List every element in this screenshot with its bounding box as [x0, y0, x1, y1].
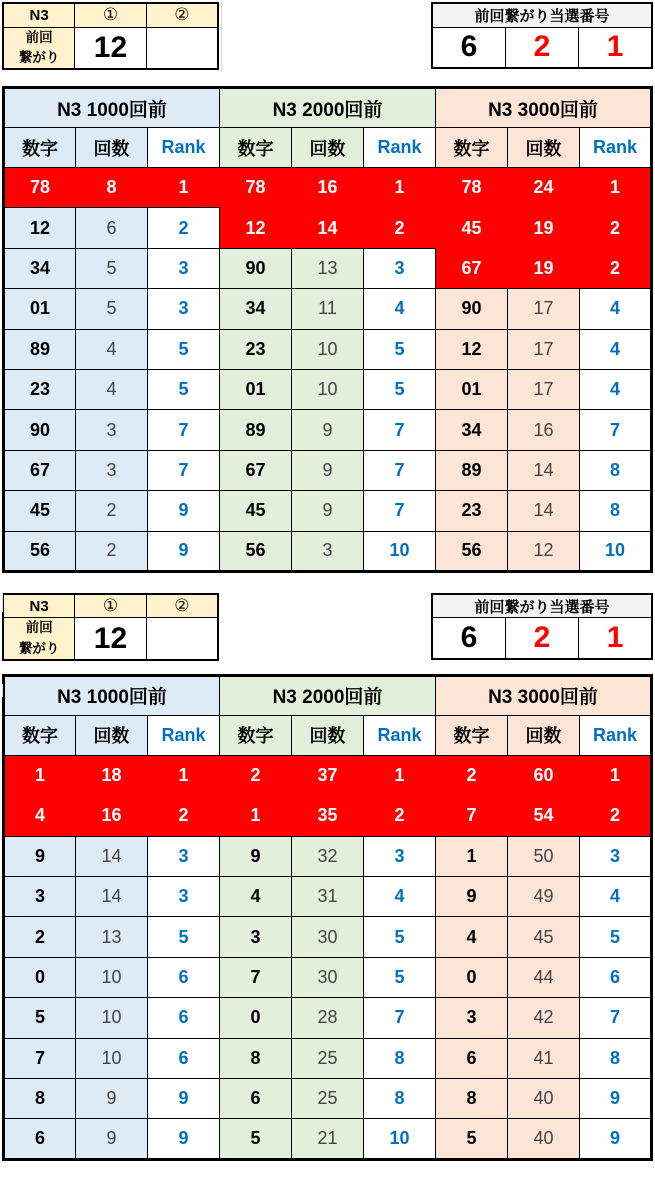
count-cell[interactable]: 2 — [76, 491, 148, 531]
rank-cell[interactable]: 9 — [148, 1079, 220, 1119]
number-cell[interactable]: 9 — [4, 836, 76, 876]
rank-cell[interactable]: 5 — [148, 917, 220, 957]
count-cell[interactable]: 3 — [292, 531, 364, 571]
number-cell[interactable]: 5 — [220, 1119, 292, 1159]
group-header[interactable]: N3 3000回前 — [436, 675, 652, 715]
rank-cell[interactable]: 9 — [148, 491, 220, 531]
group-header[interactable]: N3 2000回前 — [220, 88, 436, 128]
number-cell[interactable]: 3 — [436, 998, 508, 1038]
count-cell[interactable]: 9 — [76, 1079, 148, 1119]
count-cell[interactable]: 10 — [292, 329, 364, 369]
count-cell[interactable]: 50 — [508, 836, 580, 876]
label-line: 繋がり — [18, 640, 60, 656]
count-cell[interactable]: 16 — [292, 168, 364, 208]
count-cell[interactable]: 41 — [508, 1038, 580, 1078]
rank-cell[interactable]: 9 — [148, 1119, 220, 1159]
winning-number-2[interactable]: 2 — [505, 618, 578, 659]
count-cell[interactable]: 9 — [292, 450, 364, 490]
count-cell[interactable]: 31 — [292, 877, 364, 917]
winning-numbers-title[interactable]: 前回繋がり当選番号 — [432, 3, 652, 27]
top-row-1 — [0, 2, 655, 70]
col-header-count[interactable]: 回数 — [292, 128, 364, 168]
number-cell[interactable]: 1 — [436, 836, 508, 876]
rank-cell[interactable]: 1 — [580, 168, 652, 208]
number-cell[interactable]: 01 — [436, 369, 508, 409]
info-col1-label[interactable]: ① — [75, 3, 147, 27]
number-cell[interactable]: 34 — [436, 410, 508, 450]
count-cell[interactable]: 8 — [76, 168, 148, 208]
number-cell[interactable]: 2 — [436, 755, 508, 795]
count-cell[interactable]: 49 — [508, 877, 580, 917]
rank-cell[interactable]: 5 — [364, 369, 436, 409]
rank-cell[interactable]: 2 — [580, 796, 652, 836]
count-cell[interactable]: 14 — [508, 491, 580, 531]
group-header[interactable]: N3 1000回前 — [4, 88, 220, 128]
rank-cell[interactable]: 7 — [364, 491, 436, 531]
number-cell[interactable]: 01 — [4, 289, 76, 329]
frequency-table-1 — [2, 86, 653, 573]
number-cell[interactable]: 9 — [436, 877, 508, 917]
count-cell[interactable]: 10 — [76, 998, 148, 1038]
number-cell[interactable]: 0 — [220, 998, 292, 1038]
winning-number-3[interactable]: 1 — [579, 618, 652, 659]
number-cell[interactable]: 34 — [4, 248, 76, 288]
col-header-number[interactable]: 数字 — [4, 715, 76, 755]
col-header-rank[interactable]: Rank — [148, 128, 220, 168]
count-cell[interactable]: 18 — [76, 755, 148, 795]
rank-cell[interactable]: 2 — [148, 796, 220, 836]
rank-cell[interactable]: 8 — [364, 1079, 436, 1119]
group-header[interactable]: N3 2000回前 — [220, 675, 436, 715]
count-cell[interactable]: 14 — [508, 450, 580, 490]
count-cell[interactable]: 3 — [76, 450, 148, 490]
count-cell[interactable]: 60 — [508, 755, 580, 795]
col-header-count[interactable]: 回数 — [76, 128, 148, 168]
rank-cell[interactable]: 3 — [148, 877, 220, 917]
label-line: 繋がり — [18, 49, 60, 65]
rank-cell[interactable]: 6 — [148, 1038, 220, 1078]
info-corner-label[interactable]: N3 — [3, 594, 75, 618]
number-cell[interactable]: 3 — [4, 877, 76, 917]
count-cell[interactable]: 9 — [292, 491, 364, 531]
col-header-number[interactable]: 数字 — [220, 128, 292, 168]
prev-connection-label[interactable] — [3, 27, 75, 69]
number-cell[interactable]: 45 — [436, 208, 508, 248]
number-cell[interactable]: 12 — [436, 329, 508, 369]
prev-connection-table-1 — [2, 2, 219, 70]
number-cell[interactable]: 56 — [436, 531, 508, 571]
number-cell[interactable]: 7 — [220, 957, 292, 997]
count-cell[interactable]: 17 — [508, 329, 580, 369]
rank-cell[interactable]: 6 — [580, 957, 652, 997]
rank-cell[interactable]: 4 — [580, 877, 652, 917]
count-cell[interactable]: 45 — [508, 917, 580, 957]
number-cell[interactable]: 45 — [220, 491, 292, 531]
rank-cell[interactable]: 10 — [580, 531, 652, 571]
number-cell[interactable]: 23 — [220, 329, 292, 369]
count-cell[interactable]: 6 — [76, 208, 148, 248]
number-cell[interactable]: 0 — [436, 957, 508, 997]
rank-cell[interactable]: 3 — [148, 248, 220, 288]
count-cell[interactable]: 9 — [76, 1119, 148, 1159]
prev-connection-value-2[interactable] — [146, 27, 218, 69]
prev-connection-table-2 — [2, 593, 219, 661]
number-cell[interactable]: 45 — [4, 491, 76, 531]
prev-connection-value-1[interactable]: 12 — [75, 618, 147, 660]
count-cell[interactable]: 44 — [508, 957, 580, 997]
count-cell[interactable]: 13 — [76, 917, 148, 957]
rank-cell[interactable]: 5 — [580, 917, 652, 957]
rank-cell[interactable]: 4 — [580, 289, 652, 329]
rank-cell[interactable]: 8 — [580, 491, 652, 531]
rank-cell[interactable]: 7 — [364, 410, 436, 450]
info-col1-label[interactable]: ① — [75, 594, 147, 618]
rank-cell[interactable]: 4 — [580, 369, 652, 409]
number-cell[interactable]: 90 — [4, 410, 76, 450]
winning-number-1[interactable]: 6 — [432, 27, 505, 68]
number-cell[interactable]: 56 — [4, 531, 76, 571]
count-cell[interactable]: 30 — [292, 917, 364, 957]
rank-cell[interactable]: 8 — [364, 1038, 436, 1078]
number-cell[interactable]: 4 — [436, 917, 508, 957]
number-cell[interactable]: 78 — [4, 168, 76, 208]
number-cell[interactable]: 34 — [220, 289, 292, 329]
analysis-block-2 — [0, 593, 655, 1161]
number-cell[interactable]: 12 — [220, 208, 292, 248]
number-cell[interactable]: 2 — [220, 755, 292, 795]
info-col2-label[interactable]: ② — [146, 594, 218, 618]
count-cell[interactable]: 32 — [292, 836, 364, 876]
number-cell[interactable]: 3 — [220, 917, 292, 957]
col-header-rank[interactable]: Rank — [580, 715, 652, 755]
count-cell[interactable]: 35 — [292, 796, 364, 836]
number-cell[interactable]: 78 — [436, 168, 508, 208]
rank-cell[interactable]: 7 — [148, 450, 220, 490]
number-cell[interactable]: 89 — [4, 329, 76, 369]
number-cell[interactable]: 8 — [4, 1079, 76, 1119]
rank-cell[interactable]: 8 — [580, 450, 652, 490]
prev-connection-value-1[interactable]: 12 — [75, 27, 147, 69]
count-cell[interactable]: 25 — [292, 1038, 364, 1078]
count-cell[interactable]: 14 — [292, 208, 364, 248]
number-cell[interactable]: 7 — [4, 1038, 76, 1078]
rank-cell[interactable]: 7 — [148, 410, 220, 450]
number-cell[interactable]: 8 — [436, 1079, 508, 1119]
count-cell[interactable]: 10 — [76, 1038, 148, 1078]
rank-cell[interactable]: 9 — [580, 1079, 652, 1119]
rank-cell[interactable]: 10 — [364, 1119, 436, 1159]
number-cell[interactable]: 6 — [4, 1119, 76, 1159]
number-cell[interactable]: 1 — [220, 796, 292, 836]
group-header[interactable]: N3 3000回前 — [436, 88, 652, 128]
rank-cell[interactable]: 5 — [364, 329, 436, 369]
number-cell[interactable]: 9 — [220, 836, 292, 876]
count-cell[interactable]: 5 — [76, 289, 148, 329]
count-cell[interactable]: 9 — [292, 410, 364, 450]
count-cell[interactable]: 16 — [76, 796, 148, 836]
number-cell[interactable]: 4 — [4, 796, 76, 836]
rank-cell[interactable]: 9 — [148, 531, 220, 571]
col-header-number[interactable]: 数字 — [220, 715, 292, 755]
count-cell[interactable]: 11 — [292, 289, 364, 329]
rank-cell[interactable]: 6 — [148, 957, 220, 997]
count-cell[interactable]: 10 — [76, 957, 148, 997]
number-cell[interactable]: 23 — [436, 491, 508, 531]
number-cell[interactable]: 6 — [436, 1038, 508, 1078]
count-cell[interactable]: 40 — [508, 1079, 580, 1119]
rank-cell[interactable]: 7 — [580, 998, 652, 1038]
prev-connection-label[interactable] — [3, 618, 75, 660]
count-cell[interactable]: 14 — [76, 836, 148, 876]
col-header-count[interactable]: 回数 — [292, 715, 364, 755]
rank-cell[interactable]: 7 — [364, 998, 436, 1038]
winning-number-3[interactable]: 1 — [579, 27, 652, 68]
number-cell[interactable]: 6 — [220, 1079, 292, 1119]
rank-cell[interactable]: 2 — [580, 248, 652, 288]
winning-number-2[interactable]: 2 — [505, 27, 578, 68]
rank-cell[interactable]: 2 — [580, 208, 652, 248]
count-cell[interactable]: 25 — [292, 1079, 364, 1119]
col-header-count[interactable]: 回数 — [76, 715, 148, 755]
rank-cell[interactable]: 2 — [148, 208, 220, 248]
number-cell[interactable]: 5 — [436, 1119, 508, 1159]
group-header[interactable]: N3 1000回前 — [4, 675, 220, 715]
rank-cell[interactable]: 1 — [148, 755, 220, 795]
spreadsheet-gridline — [2, 592, 3, 612]
col-header-rank[interactable]: Rank — [148, 715, 220, 755]
number-cell[interactable]: 67 — [220, 450, 292, 490]
col-header-rank[interactable]: Rank — [580, 128, 652, 168]
rank-cell[interactable]: 3 — [580, 836, 652, 876]
rank-cell[interactable]: 2 — [364, 796, 436, 836]
col-header-count[interactable]: 回数 — [508, 128, 580, 168]
col-header-count[interactable]: 回数 — [508, 715, 580, 755]
col-header-number[interactable]: 数字 — [4, 128, 76, 168]
number-cell[interactable]: 56 — [220, 531, 292, 571]
number-cell[interactable]: 4 — [220, 877, 292, 917]
count-cell[interactable]: 40 — [508, 1119, 580, 1159]
winning-numbers-title[interactable]: 前回繋がり当選番号 — [432, 594, 652, 618]
frequency-table-2 — [2, 674, 653, 1161]
number-cell[interactable]: 7 — [436, 796, 508, 836]
winning-number-1[interactable]: 6 — [432, 618, 505, 659]
count-cell[interactable]: 2 — [76, 531, 148, 571]
rank-cell[interactable]: 5 — [364, 917, 436, 957]
count-cell[interactable]: 42 — [508, 998, 580, 1038]
count-cell[interactable]: 5 — [76, 248, 148, 288]
rank-cell[interactable]: 6 — [148, 998, 220, 1038]
rank-cell[interactable]: 3 — [148, 836, 220, 876]
col-header-rank[interactable]: Rank — [364, 128, 436, 168]
rank-cell[interactable]: 4 — [580, 329, 652, 369]
analysis-block-1 — [0, 2, 655, 573]
number-cell[interactable]: 90 — [220, 248, 292, 288]
count-cell[interactable]: 54 — [508, 796, 580, 836]
winning-numbers-table-2 — [431, 593, 653, 660]
info-col2-label[interactable]: ② — [146, 3, 218, 27]
number-cell[interactable]: 67 — [4, 450, 76, 490]
count-cell[interactable]: 37 — [292, 755, 364, 795]
col-header-rank[interactable]: Rank — [364, 715, 436, 755]
rank-cell[interactable]: 4 — [364, 877, 436, 917]
winning-numbers-table-1 — [431, 2, 653, 69]
number-cell[interactable]: 23 — [4, 369, 76, 409]
prev-connection-value-2[interactable] — [146, 618, 218, 660]
rank-cell[interactable]: 5 — [148, 369, 220, 409]
number-cell[interactable]: 78 — [220, 168, 292, 208]
number-cell[interactable]: 12 — [4, 208, 76, 248]
count-cell[interactable]: 13 — [292, 248, 364, 288]
count-cell[interactable]: 28 — [292, 998, 364, 1038]
number-cell[interactable]: 1 — [4, 755, 76, 795]
count-cell[interactable]: 12 — [508, 531, 580, 571]
rank-cell[interactable]: 7 — [580, 410, 652, 450]
label-line: 前回 — [25, 29, 53, 45]
number-cell[interactable]: 8 — [220, 1038, 292, 1078]
rank-cell[interactable]: 1 — [364, 755, 436, 795]
label-line: 前回 — [25, 620, 53, 636]
spreadsheet-gridline — [2, 684, 3, 697]
count-cell[interactable]: 24 — [508, 168, 580, 208]
count-cell[interactable]: 17 — [508, 289, 580, 329]
rank-cell[interactable]: 5 — [148, 329, 220, 369]
rank-cell[interactable]: 4 — [364, 289, 436, 329]
number-cell[interactable]: 2 — [4, 917, 76, 957]
rank-cell[interactable]: 1 — [580, 755, 652, 795]
rank-cell[interactable]: 8 — [580, 1038, 652, 1078]
rank-cell[interactable]: 1 — [364, 168, 436, 208]
count-cell[interactable]: 3 — [76, 410, 148, 450]
rank-cell[interactable]: 1 — [148, 168, 220, 208]
count-cell[interactable]: 16 — [508, 410, 580, 450]
rank-cell[interactable]: 5 — [364, 957, 436, 997]
top-row-2 — [0, 593, 655, 661]
count-cell[interactable]: 10 — [292, 369, 364, 409]
count-cell[interactable]: 19 — [508, 208, 580, 248]
count-cell[interactable]: 17 — [508, 369, 580, 409]
info-corner-label[interactable]: N3 — [3, 3, 75, 27]
count-cell[interactable]: 21 — [292, 1119, 364, 1159]
rank-cell[interactable]: 2 — [364, 208, 436, 248]
col-header-number[interactable]: 数字 — [436, 715, 508, 755]
number-cell[interactable]: 5 — [4, 998, 76, 1038]
number-cell[interactable]: 90 — [436, 289, 508, 329]
count-cell[interactable]: 4 — [76, 329, 148, 369]
number-cell[interactable]: 0 — [4, 957, 76, 997]
spreadsheet-gridline — [221, 2, 222, 72]
count-cell[interactable]: 19 — [508, 248, 580, 288]
count-cell[interactable]: 30 — [292, 957, 364, 997]
number-cell[interactable]: 67 — [436, 248, 508, 288]
rank-cell[interactable]: 3 — [364, 836, 436, 876]
number-cell[interactable]: 01 — [220, 369, 292, 409]
rank-cell[interactable]: 3 — [364, 248, 436, 288]
count-cell[interactable]: 4 — [76, 369, 148, 409]
rank-cell[interactable]: 10 — [364, 531, 436, 571]
col-header-number[interactable]: 数字 — [436, 128, 508, 168]
rank-cell[interactable]: 7 — [364, 450, 436, 490]
number-cell[interactable]: 89 — [220, 410, 292, 450]
rank-cell[interactable]: 3 — [148, 289, 220, 329]
count-cell[interactable]: 14 — [76, 877, 148, 917]
rank-cell[interactable]: 9 — [580, 1119, 652, 1159]
number-cell[interactable]: 89 — [436, 450, 508, 490]
